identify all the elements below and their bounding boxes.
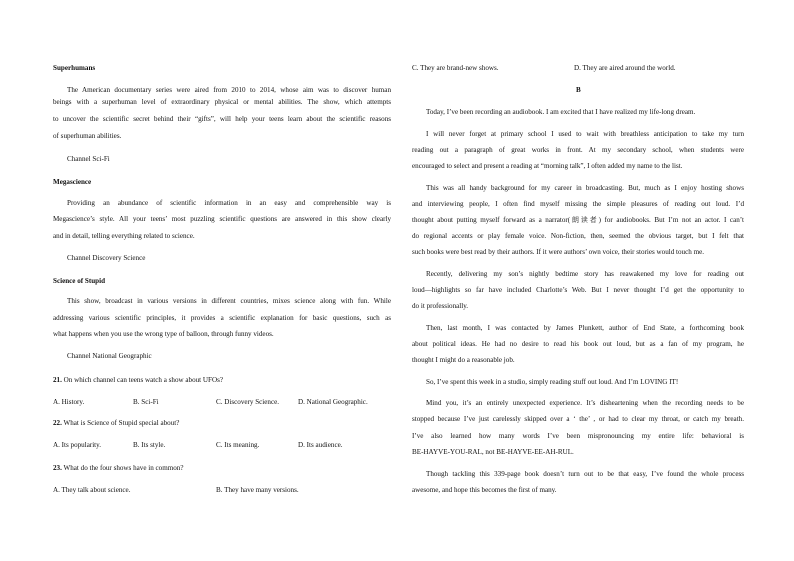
question-23 — [53, 464, 184, 473]
megascience-heading: Megascience — [53, 178, 92, 186]
question-text: On which channel can teens watch a show about UFOs? — [63, 376, 224, 384]
paragraph-line: Mind you, it’s an entirely unexpected experience. It’s disheartening when the recording needs to be — [426, 399, 744, 407]
option-b[interactable]: B. They have many versions. — [216, 486, 299, 494]
paragraph-line: The American documentary series were aired from 2010 to 2014, whose aim was to discover human — [67, 86, 391, 94]
paragraph-line: So, I’ve spent this week in a studio, simply reading stuff out loud. And I’m LOVING IT! — [426, 378, 679, 386]
paragraph-line: loud—highlights so far have included Charlotte’s Web. But I never thought I’d get the opportunity to — [412, 286, 744, 294]
paragraph-line: about political ideas. He had no desire to read his book out loud, but as a fan of my program, he — [412, 340, 744, 348]
science-of-stupid-heading: Science of Stupid — [53, 277, 106, 285]
paragraph-line: Today, I’ve been recording an audiobook. I am excited that I have realized my life-long dream. — [426, 108, 696, 116]
paragraph-line: Megascience’s style. All your teens’ most puzzling scientific questions are answered in this show clearly — [53, 215, 391, 223]
option-a[interactable]: A. They talk about science. — [53, 486, 131, 494]
option-d[interactable]: D. Its audience. — [298, 441, 343, 449]
channel-label: Channel National Geographic — [67, 352, 152, 360]
paragraph-line: I will never forget at primary school I used to wait with breathless anticipation to take my turn — [426, 130, 744, 138]
option-d[interactable]: D. They are aired around the world. — [574, 64, 676, 72]
question-number: 21. — [53, 376, 62, 384]
option-d[interactable]: D. National Geographic. — [298, 398, 368, 406]
paragraph-line: and in detail, telling everything related to science. — [53, 232, 195, 240]
question-number: 23. — [53, 464, 62, 472]
paragraph-line: Providing an abundance of scientific information in an easy and comprehensible way is — [67, 199, 391, 207]
paragraph-line: beings with a superhuman level of extraordinary physical or mental abilities. The show, which attempts — [53, 98, 391, 106]
paragraph-line: thought about putting myself forward as a narrator(朗读者) for audiobooks. But I’m not an actor. I can’t — [412, 216, 744, 224]
paragraph-line: I’ve also learned how many words I’ve been mispronouncing my entire life: behavioral is — [412, 432, 744, 440]
paragraph-line: do it professionally. — [412, 302, 469, 310]
question-22 — [53, 419, 179, 428]
superhumans-heading: Superhumans — [53, 64, 96, 72]
paragraph-line: Then, last month, I was contacted by James Plunkett, author of End State, a forthcoming book — [426, 324, 744, 332]
paragraph-line: and interviewing people, I often find myself missing the simple pleasures of reading out loud. I’d — [412, 200, 744, 208]
paragraph-line: stopped because I’ve just carelessly skipped over a ‘ the’ , or had to clear my throat, or catch my breath. — [412, 415, 744, 423]
option-c[interactable]: C. Discovery Science. — [216, 398, 280, 406]
question-number: 22. — [53, 419, 62, 427]
question-text: What do the four shows have in common? — [63, 464, 184, 472]
paragraph-line: such books were best read by their authors. If it were authors’ own voice, their stories would touch me. — [412, 248, 705, 256]
paragraph-line: what happens when you use the wrong type of balloon, through funny videos. — [53, 330, 274, 338]
channel-label: Channel Discovery Science — [67, 254, 146, 262]
paragraph-line: do regional accents or play female voice. Non-fiction, then, seemed the obvious target, but I felt that — [412, 232, 744, 240]
paragraph-line: This was all handy background for my career in broadcasting. But, much as I enjoy hosting shows — [426, 184, 744, 192]
option-c[interactable]: C. They are brand-new shows. — [412, 64, 499, 72]
paragraph-line: addressing various scientific principles, it provides a scientific explanation for basic questions, such as — [53, 314, 391, 322]
paragraph-line: This show, broadcast in various versions in different countries, mixes science along with fun. While — [67, 297, 391, 305]
question-22-options — [53, 441, 391, 450]
section-b-label: B — [576, 86, 581, 94]
paragraph-line: to uncover the scientific secret behind their “gifts”, will help your teens learn about the scientific reasons — [53, 115, 391, 123]
paragraph-line: reading out a paragraph of great works in front. At my secondary school, when students were — [412, 146, 744, 154]
question-23-options — [53, 486, 391, 495]
paragraph-line: thought I might do a reasonable job. — [412, 356, 515, 364]
paragraph-line: Though tackling this 339-page book doesn’t turn out to be that easy, I’ve found the whole process — [426, 470, 744, 478]
question-21 — [53, 376, 223, 385]
paragraph-line: BE-HAYVE-YOU-RAL, not BE-HAYVE-EE-AH-RUL. — [412, 448, 574, 456]
paragraph-line: of superhuman abilities. — [53, 132, 122, 140]
option-c[interactable]: C. Its meaning. — [216, 441, 260, 449]
option-a[interactable]: A. History. — [53, 398, 85, 406]
option-b[interactable]: B. Its style. — [133, 441, 166, 449]
option-a[interactable]: A. Its popularity. — [53, 441, 102, 449]
paragraph-line: awesome, and hope this becomes the first of many. — [412, 486, 557, 494]
option-b[interactable]: B. Sci-Fi — [133, 398, 159, 406]
question-23-options-continued — [412, 64, 744, 73]
question-text: What is Science of Stupid special about? — [63, 419, 180, 427]
paragraph-line: Recently, delivering my son’s nightly bedtime story has reawakened my love for reading out — [426, 270, 744, 278]
paragraph-line: encouraged to select and present a reading at “morning talk”, I often added my name to the list. — [412, 162, 683, 170]
question-21-options — [53, 398, 391, 407]
channel-label: Channel Sci-Fi — [67, 155, 110, 163]
